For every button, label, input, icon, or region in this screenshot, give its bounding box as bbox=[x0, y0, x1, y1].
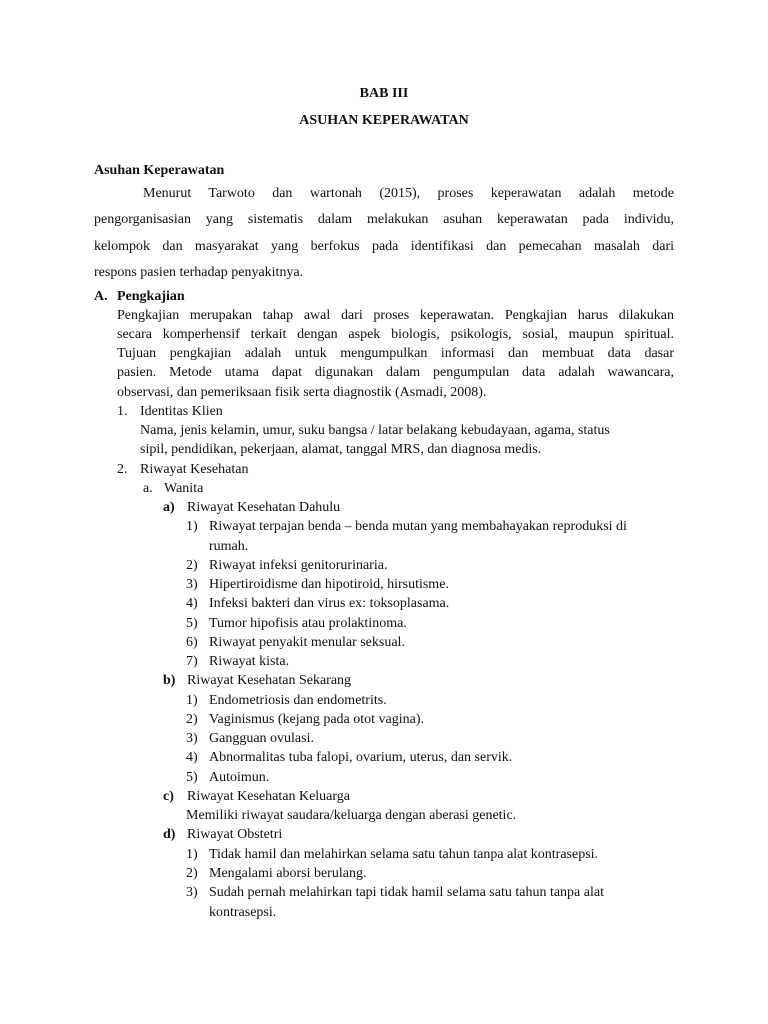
item2-heading: Riwayat Kesehatan bbox=[140, 462, 249, 477]
list-item: Gangguan ovulasi. bbox=[209, 731, 314, 746]
item1-heading: Identitas Klien bbox=[140, 404, 223, 419]
chapter-number: BAB III bbox=[359, 86, 409, 101]
intro-line: Menurut Tarwoto dan wartonah (2015), proses keperawatan adalah metode bbox=[143, 186, 674, 201]
group-c-text: Memiliki riwayat saudara/keluarga dengan aberasi genetic. bbox=[186, 808, 517, 823]
section-heading: Asuhan Keperawatan bbox=[94, 163, 225, 178]
list-number: 3) bbox=[186, 731, 198, 746]
list-number: 5) bbox=[186, 616, 198, 631]
list-item: Riwayat terpajan benda – benda mutan yang membahayakan reproduksi di bbox=[209, 519, 627, 534]
list-item: Hipertiroidisme dan hipotiroid, hirsutisme. bbox=[209, 577, 449, 592]
intro-line: pengorganisasian yang sistematis dalam melakukan asuhan keperawatan pada individu, bbox=[94, 212, 674, 227]
list-number: 1) bbox=[186, 847, 198, 862]
group-d-heading: Riwayat Obstetri bbox=[187, 827, 283, 842]
list-number: 2) bbox=[186, 558, 198, 573]
intro-line: kelompok dan masyarakat yang berfokus pada identifikasi dan pemecahan masalah dari bbox=[94, 239, 674, 254]
list-number: 5) bbox=[186, 770, 198, 785]
group-c-marker: c) bbox=[163, 789, 174, 804]
group-a-marker: a) bbox=[163, 500, 175, 515]
group-d-marker: d) bbox=[163, 827, 176, 842]
list-item-continuation: rumah. bbox=[209, 539, 249, 554]
item1-line: Nama, jenis kelamin, umur, suku bangsa / latar belakang kebudayaan, agama, status bbox=[140, 423, 610, 438]
list-item-continuation: kontrasepsi. bbox=[209, 905, 277, 920]
chapter-title: ASUHAN KEPERAWATAN bbox=[299, 113, 469, 128]
list-item: Riwayat kista. bbox=[209, 654, 290, 669]
list-item: Mengalami aborsi berulang. bbox=[209, 866, 367, 881]
list-number: 4) bbox=[186, 596, 198, 611]
section-a-marker: A. bbox=[94, 289, 108, 304]
section-a-line: Pengkajian merupakan tahap awal dari proses keperawatan. Pengkajian harus dilakukan bbox=[117, 308, 674, 323]
item2-sub-marker: a. bbox=[143, 481, 153, 496]
section-a-line: observasi, dan pemeriksaan fisik serta diagnostik (Asmadi, 2008). bbox=[117, 385, 487, 400]
list-number: 2) bbox=[186, 866, 198, 881]
list-item: Vaginismus (kejang pada otot vagina). bbox=[209, 712, 425, 727]
item1-marker: 1. bbox=[117, 404, 128, 419]
list-item: Autoimun. bbox=[209, 770, 270, 785]
section-a-line: secara komperhensif terkait dengan aspek biologis, psikologis, sosial, maupun spiritual. bbox=[117, 327, 674, 342]
list-number: 1) bbox=[186, 693, 198, 708]
item2-marker: 2. bbox=[117, 462, 128, 477]
list-item: Abnormalitas tuba falopi, ovarium, uterus, dan servik. bbox=[209, 750, 513, 765]
group-a-heading: Riwayat Kesehatan Dahulu bbox=[187, 500, 341, 515]
list-number: 3) bbox=[186, 577, 198, 592]
list-item: Endometriosis dan endometrits. bbox=[209, 693, 387, 708]
list-item: Sudah pernah melahirkan tapi tidak hamil selama satu tahun tanpa alat bbox=[209, 885, 604, 900]
section-a-heading: Pengkajian bbox=[117, 289, 185, 304]
list-number: 2) bbox=[186, 712, 198, 727]
list-number: 1) bbox=[186, 519, 198, 534]
list-number: 3) bbox=[186, 885, 198, 900]
list-number: 7) bbox=[186, 654, 198, 669]
section-a-line: Tujuan pengkajian adalah untuk mengumpulkan informasi dan membuat data dasar bbox=[117, 346, 674, 361]
list-number: 6) bbox=[186, 635, 198, 650]
list-number: 4) bbox=[186, 750, 198, 765]
list-item: Tumor hipofisis atau prolaktinoma. bbox=[209, 616, 407, 631]
item2-sub-heading: Wanita bbox=[164, 481, 204, 496]
intro-line: respons pasien terhadap penyakitnya. bbox=[94, 265, 304, 280]
list-item: Riwayat penyakit menular seksual. bbox=[209, 635, 405, 650]
item1-line: sipil, pendidikan, pekerjaan, alamat, tanggal MRS, dan diagnosa medis. bbox=[140, 442, 542, 457]
group-b-heading: Riwayat Kesehatan Sekarang bbox=[187, 673, 352, 688]
section-a-line: pasien. Metode utama dapat digunakan dalam pengumpulan data adalah wawancara, bbox=[117, 365, 674, 380]
list-item: Riwayat infeksi genitorurinaria. bbox=[209, 558, 388, 573]
group-c-heading: Riwayat Kesehatan Keluarga bbox=[187, 789, 351, 804]
list-item: Tidak hamil dan melahirkan selama satu tahun tanpa alat kontrasepsi. bbox=[209, 847, 599, 862]
list-item: Infeksi bakteri dan virus ex: toksoplasama. bbox=[209, 596, 450, 611]
group-b-marker: b) bbox=[163, 673, 176, 688]
